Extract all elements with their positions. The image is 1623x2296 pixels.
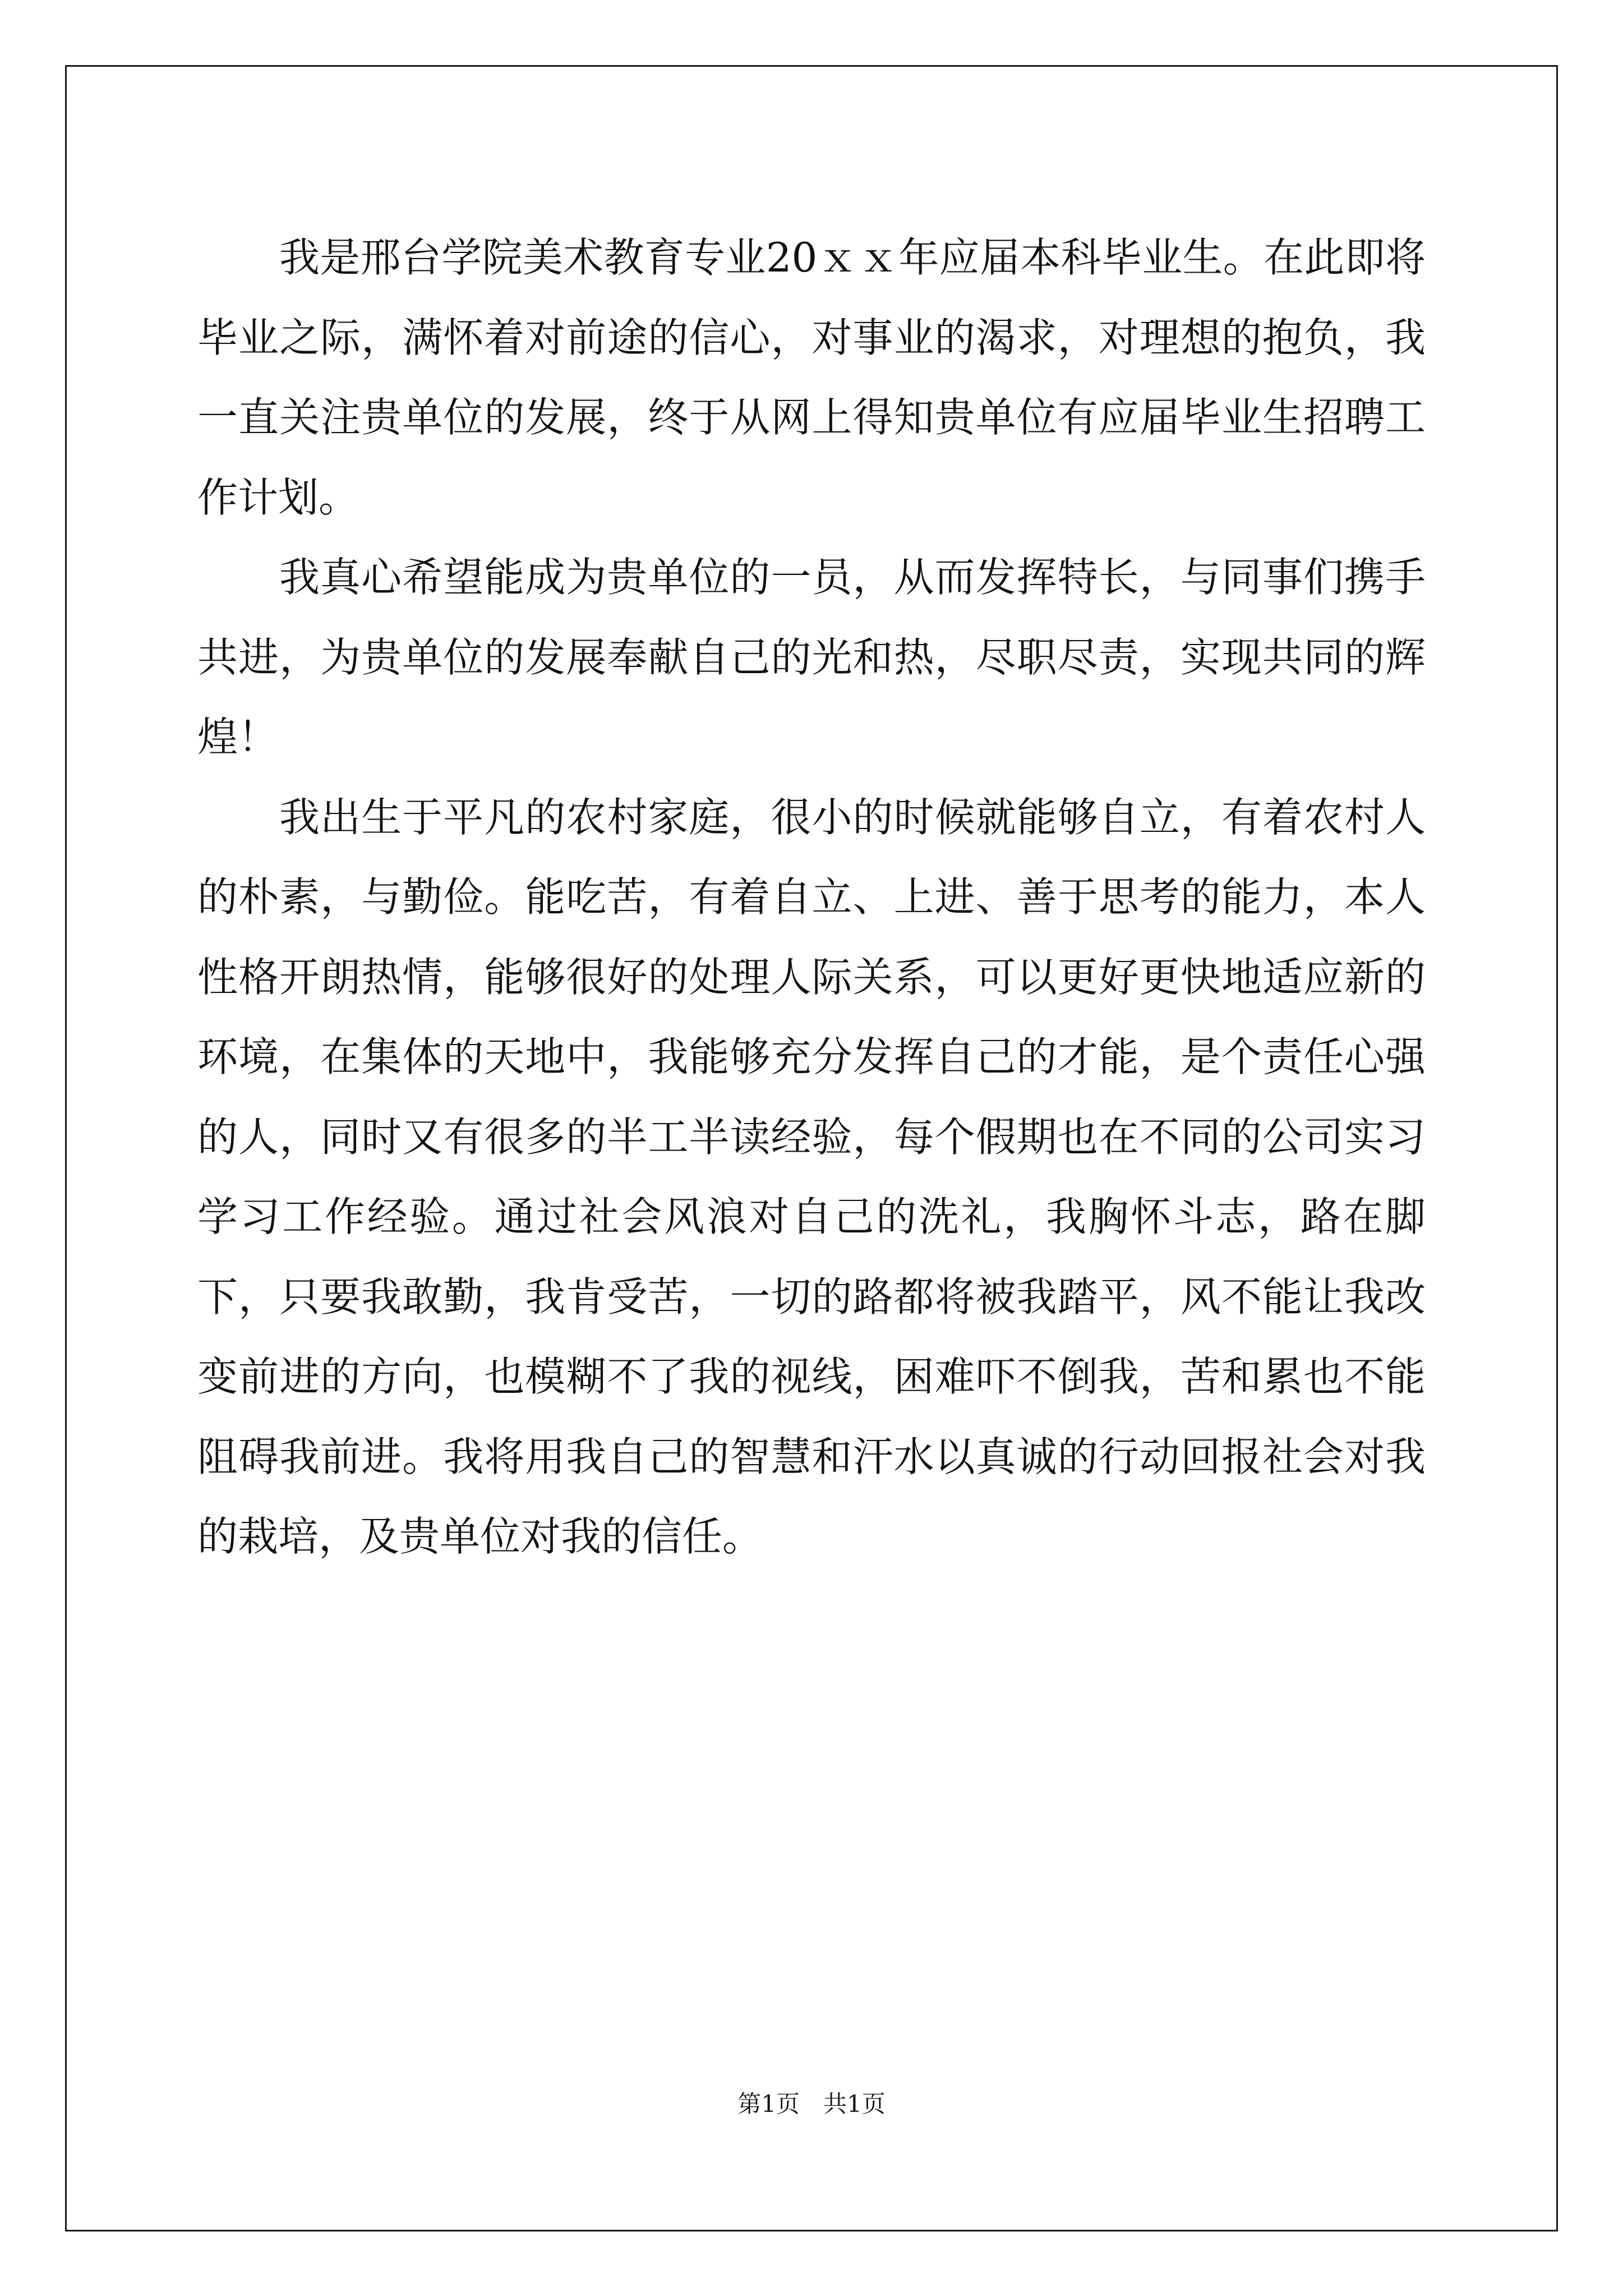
page-number-label: 第1页 共1页 (737, 2090, 886, 2118)
paragraph-2: 我真心希望能成为贵单位的一员，从而发挥特长，与同事们携手共进，为贵单位的发展奉献自己的光和热，尽职尽责，实现共同的辉煌！ (197, 554, 1426, 761)
paragraph-1: 我是邢台学院美术教育专业20ｘｘ年应届本科毕业生。在此即将毕业之际，满怀着对前途的信心，对事业的渴求，对理想的抱负，我一直关注贵单位的发展，终于从网上得知贵单位有应届毕业生招聘工作计划。 (197, 234, 1426, 521)
document-body (197, 218, 1426, 1577)
page-footer (0, 2086, 1623, 2119)
paragraph-3: 我出生于平凡的农村家庭，很小的时候就能够自立，有着农村人的朴素，与勤俭。能吃苦，有着自立、上进、善于思考的能力，本人性格开朗热情，能够很好的处理人际关系，可以更好更快地适应新的环境，在集体的天地中，我能够充分发挥自己的才能，是个责任心强的人，同时又有很多的半工半读经验，每个假期也在不同的公司实习学习工作经验。通过社会风浪对自己的洗礼，我胸怀斗志，路在脚下，只要我敢勤，我肯受苦，一切的路都将被我踏平，风不能让我改变前进的方向，也模糊不了我的视线，困难吓不倒我，苦和累也不能阻碍我前进。我将用我自己的智慧和汗水以真诚的行动回报社会对我的栽培，及贵单位对我的信任。 (197, 793, 1426, 1560)
